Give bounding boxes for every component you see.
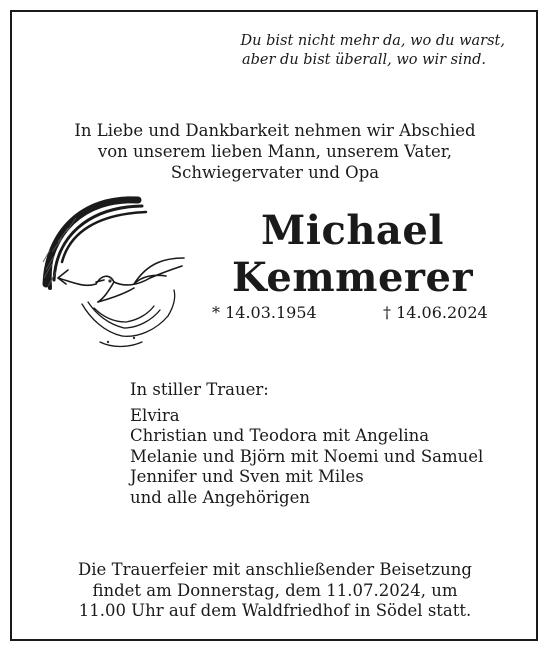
birth-date: * 14.03.1954 <box>212 303 317 322</box>
funeral-line: findet am Donnerstag, dem 11.07.2024, um <box>92 580 458 600</box>
mourner-line: Christian und Teodora mit Angelina <box>130 426 430 445</box>
first-name: Michael <box>261 207 444 254</box>
mourner-line: und alle Angehörigen <box>130 487 311 507</box>
mourner-line: Jennifer und Sven mit Miles <box>130 467 364 486</box>
mourners-heading: In stiller Trauer: <box>130 380 269 399</box>
dove-hands-icon <box>38 192 188 352</box>
intro-line: In Liebe und Dankbarkeit nehmen wir Abschied <box>74 121 476 140</box>
mourners-block <box>130 380 483 508</box>
intro-line: von unserem lieben Mann, unserem Vater, <box>97 142 453 161</box>
mourner-line: Elvira <box>130 405 180 425</box>
mourner-line: Melanie und Björn mit Noemi und Samuel <box>130 446 484 466</box>
funeral-line: Die Trauerfeier mit anschließender Beisetzung <box>78 560 472 579</box>
death-date: † 14.06.2024 <box>383 303 488 322</box>
motto-line: Du bist nicht mehr da, wo du warst, <box>240 33 505 49</box>
intro-line: Schwiegervater und Opa <box>170 163 380 182</box>
funeral-line: 11.00 Uhr auf dem Waldfriedhof in Södel statt. <box>78 601 472 620</box>
last-name: Kemmerer <box>231 254 474 301</box>
intro-text <box>0 120 550 183</box>
deceased-name <box>225 207 480 301</box>
motto-line: aber du bist überall, wo wir sind. <box>242 52 486 68</box>
funeral-info <box>0 560 550 622</box>
